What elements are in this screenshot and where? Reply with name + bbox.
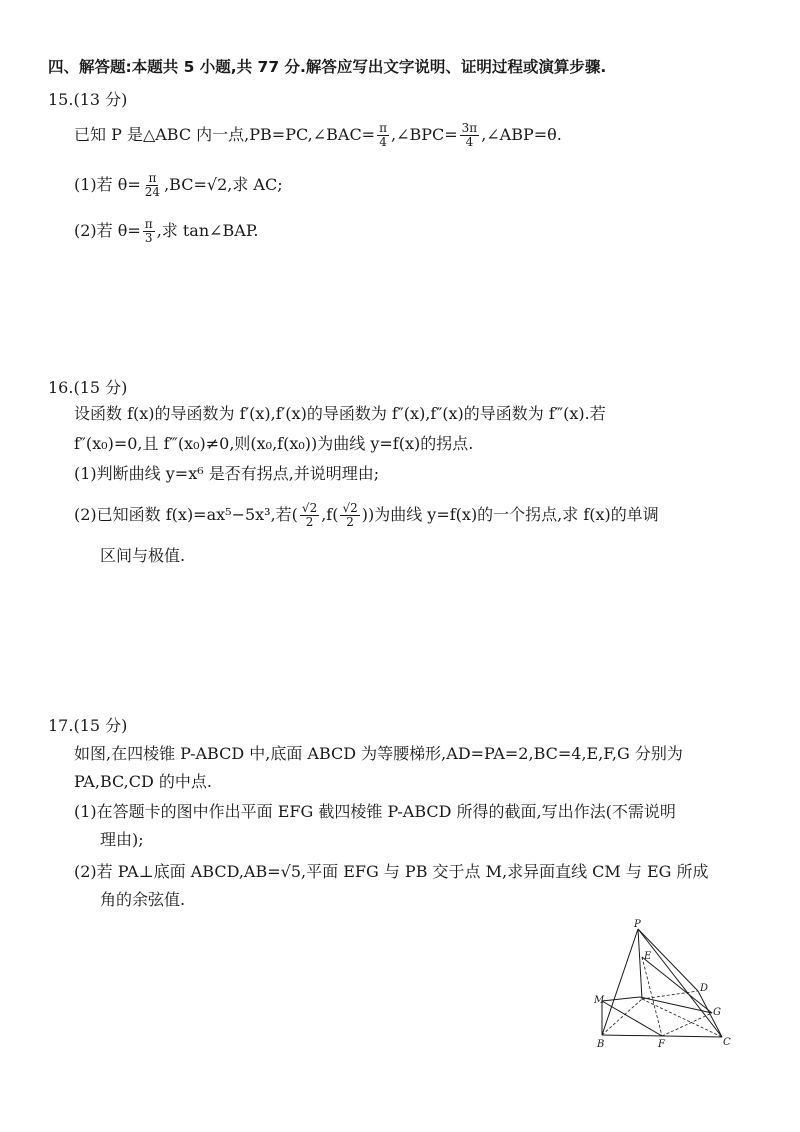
edge-pa <box>638 929 642 999</box>
q15-number: 15.(13 分) <box>48 90 128 109</box>
section-line-4 <box>602 1001 662 1036</box>
q15-part2: (2)若 θ= $\frac{\pi}{3}$ ,求 tan∠BAP. <box>74 217 259 246</box>
q15-stem-a: 已知 P 是△ABC 内一点,PB=PC,∠BAC= <box>74 125 376 145</box>
label-b: B <box>597 1039 605 1050</box>
label-f: F <box>658 1039 665 1050</box>
q17-part2-line2: 角的余弦值. <box>100 890 186 909</box>
label-e: E <box>644 951 652 962</box>
q16-part2-line2: 区间与极值. <box>100 546 186 565</box>
q15-part1: (1)若 θ= $\frac{\pi}{24}$ ,BC=√2,求 AC; <box>74 171 283 200</box>
q16-part1: (1)判断曲线 y=x⁶ 是否有拐点,并说明理由; <box>74 464 380 483</box>
q17-line1: 如图,在四棱锥 P-ABCD 中,底面 ABCD 为等腰梯形,AD=PA=2,BC=4,E,F,G 分别为 <box>74 744 683 763</box>
q17-line2: PA,BC,CD 的中点. <box>74 772 212 791</box>
label-d: D <box>700 983 709 994</box>
label-p: P <box>634 919 641 930</box>
q15-stem <box>74 122 562 149</box>
q15-p1-frac: $\frac{\pi}{24}$ <box>144 171 161 200</box>
q17-part2-line1: (2)若 PA⊥底面 ABCD,AB=√5,平面 EFG 与 PB 交于点 M,求异面直线 CM 与 EG 所成 <box>74 862 709 881</box>
section-header: 四、解答题:本题共 5 小题,共 77 分.解答应写出文字说明、证明过程或演算步骤. <box>48 58 607 76</box>
label-g: G <box>713 1007 721 1018</box>
q15-stem-c: ,∠ABP=θ. <box>481 125 562 145</box>
q16-frac-b: $\frac{√2}{2}$ <box>342 501 358 530</box>
q15-stem-b: ,∠BPC= <box>390 125 458 145</box>
q15-frac2: $\frac{3\pi}{4}$ <box>461 121 478 150</box>
q16-line1: 设函数 f(x)的导函数为 f′(x),f′(x)的导函数为 f″(x),f″(x)的导函数为 f‴(x).若 <box>74 404 606 423</box>
q16-line2: f″(x₀)=0,且 f‴(x₀)≠0,则(x₀,f(x₀))为曲线 y=f(x)的拐点. <box>74 434 474 453</box>
q17-part1-line1: (1)在答题卡的图中作出平面 EFG 截四棱锥 P-ABCD 所得的截面,写出作法(不需说明 <box>74 802 676 821</box>
q16-frac-a: $\frac{√2}{2}$ <box>301 501 318 530</box>
label-m: M <box>594 995 605 1006</box>
q17-part1-line2: 理由); <box>100 830 144 849</box>
label-c: C <box>723 1037 731 1048</box>
section-line-1 <box>602 997 640 1001</box>
edge-fg-hidden <box>662 1013 712 1036</box>
q15-frac1: $\frac{\pi}{4}$ <box>379 121 387 150</box>
q15-p2-frac: $\frac{\pi}{3}$ <box>144 217 153 246</box>
q16-number: 16.(15 分) <box>48 378 128 397</box>
q17-number: 17.(15 分) <box>48 716 128 735</box>
edge-pc <box>638 929 722 1037</box>
pyramid-figure <box>580 915 740 1055</box>
q16-part2: (2)已知函数 f(x)=ax⁵−5x³,若( $\frac{√2}{2}$ ,f( $\frac{√2}{2}$ ))为曲线 y=f(x)的一个拐点,求 f(x)的单调 <box>74 501 659 530</box>
